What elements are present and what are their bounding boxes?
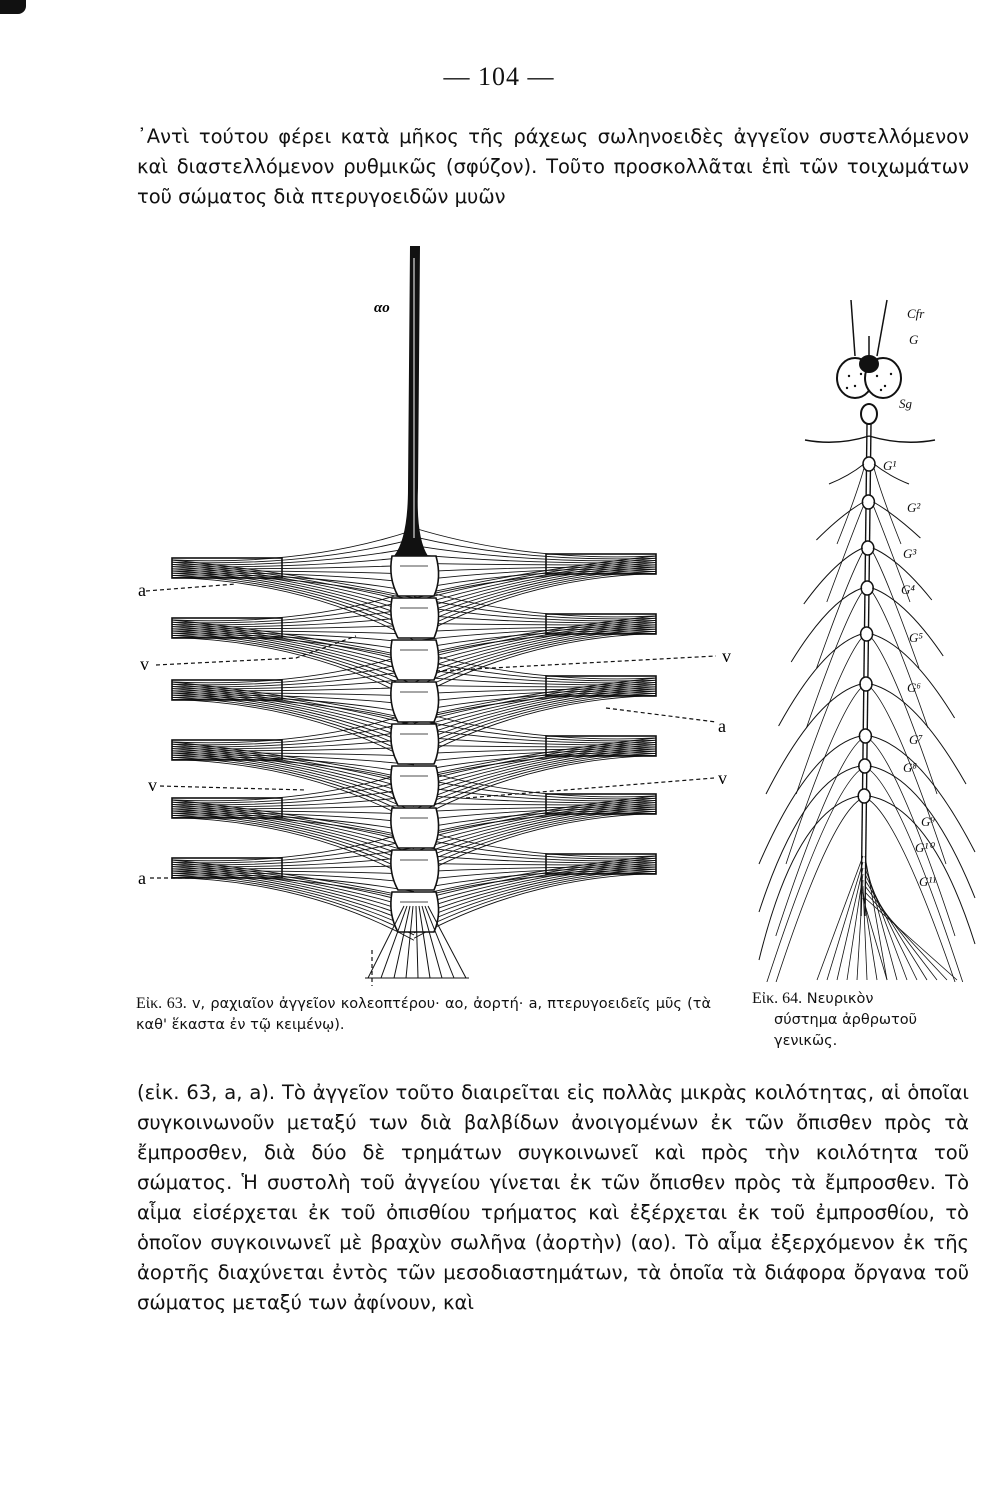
vessel-chamber [391,598,439,638]
label-g7: G⁷ [909,732,923,747]
label-v-right-bottom: v [718,768,727,788]
ganglion [860,677,872,691]
label-g: G [909,332,919,347]
antenna-nerve-left [851,300,855,356]
ganglion [863,457,875,471]
label-g10: G¹⁰ [915,840,934,855]
continuation-text: (εἰκ. 63, a, a). Τὸ ἀγγεῖον τοῦτο διαιρεῖται εἰς πολλὰς μικρὰς κοιλότητας, αἱ ὁποῖαι συγκοινωνοῦν μεταξύ των διὰ βαλβίδων ἀνοιγομένων ἐκ τῶν ὄπισθεν πρὸς τὰ ἔμπροσθεν, διὰ δύο δὲ τρημάτων συγκοινωνεῖ καὶ πρὸς τὴν κοιλότητα τοῦ σώματος. Ἡ συστολὴ τοῦ ἀγγείου γίνεται ἐκ τῶν ὄπισθεν πρὸς τὰ ἔμπροσθεν. Τὸ αἷμα εἰσέρχεται ἐκ τοῦ ὀπισθίου τρήματος καὶ ἐξέρχεται ἐκ τοῦ ἐμπροσθίου, τὸ ὁποῖον συγκοινωνεῖ μὲ βραχὺν σωλῆνα (ἀορτὴν) (αο). Τὸ αἷμα ἐξερχόμενον ἐκ τῆς ἀορτῆς διαχύνεται ἐντὸς τῶν μεσοδιαστημάτων, τὰ ὁποῖα τὰ διάφορα ὄργανα τοῦ σώματος μεταξύ των ἀφίνουν, καὶ [137,1081,969,1314]
caption-63-label: Εἰκ. 63. [136,995,187,1012]
figure-63-dorsal-vessel [136,238,752,986]
scan-edge-mark [0,0,26,14]
figure-64-illustration [757,296,977,982]
continuation-paragraph [137,1078,969,1318]
label-g6: G⁶ [907,680,921,695]
caption-64-line3: γενικῶς. [774,1033,838,1049]
caption-64-label: Εἰκ. 64. [752,990,803,1007]
ganglion [862,541,874,555]
dorsal-vessel [391,556,439,932]
aorta [394,246,428,556]
label-v-left-bottom: v [148,775,157,795]
label-a-left-top: a [138,580,146,600]
ganglion [858,789,870,803]
brain-center [859,355,879,373]
ganglion [861,627,873,641]
label-a-left-bottom: a [138,868,146,888]
caption-64-line2: σύστημα ἀρθρωτοῦ [774,1012,918,1028]
ganglion [861,581,873,595]
vessel-chamber [391,556,439,596]
label-g3: G³ [903,546,917,561]
label-g4: G⁴ [901,582,915,597]
page-number: — 104 — [443,62,555,91]
vessel-chamber [391,766,439,806]
vessel-chamber [391,850,439,890]
vessel-chamber [391,682,439,722]
intro-paragraph [137,122,969,212]
intro-text: ᾿Αντὶ τούτου φέρει κατὰ μῆκος τῆς ράχεως σωληνοειδὲς ἀγγεῖον συστελλόμενον καὶ διαστελλόμενον ρυθμικῶς (σφύζον). Τοῦτο προσκολλᾶται ἐπὶ τῶν τοιχωμάτων τοῦ σώματος διὰ πτερυγοειδῶν μυῶν [137,125,969,208]
ventral-nerve-cord [858,424,875,916]
label-g9: G⁹ [921,814,935,829]
vessel-chamber [391,640,439,680]
label-g8: G⁸ [903,760,917,775]
label-cfr: Cfr [907,306,925,321]
label-g5: G⁵ [909,630,923,645]
ganglion [862,495,874,509]
label-v-left-top: v [140,654,149,674]
antenna-nerve-right [877,300,887,356]
caption-figure-63 [136,993,711,1036]
caption-63-text: v, ραχιαῖον ἀγγεῖον κολεοπτέρου· αο, ἀορτή· a, πτερυγοειδεῖς μῦς (τὰ καθ' ἕκαστα ἐν τῷ κειμένῳ). [136,996,712,1033]
label-g11: G¹¹ [919,874,937,889]
vessel-chamber [391,724,439,764]
vessel-chamber [391,808,439,848]
ganglion [859,729,871,743]
subesophageal-ganglion [861,404,877,424]
caption-64-line1: Νευρικὸν [806,991,874,1007]
ganglion [859,759,871,773]
label-v-right-top: v [722,646,731,666]
caption-figure-64 [752,988,982,1052]
label-aorta: αο [374,300,390,316]
label-sg: Sg [899,396,912,411]
label-g1: G¹ [883,458,897,473]
label-a-right: a [718,716,726,736]
figure-64-nervous-system [757,296,977,982]
figure-63-illustration [136,238,752,986]
label-g2: G² [907,500,921,515]
